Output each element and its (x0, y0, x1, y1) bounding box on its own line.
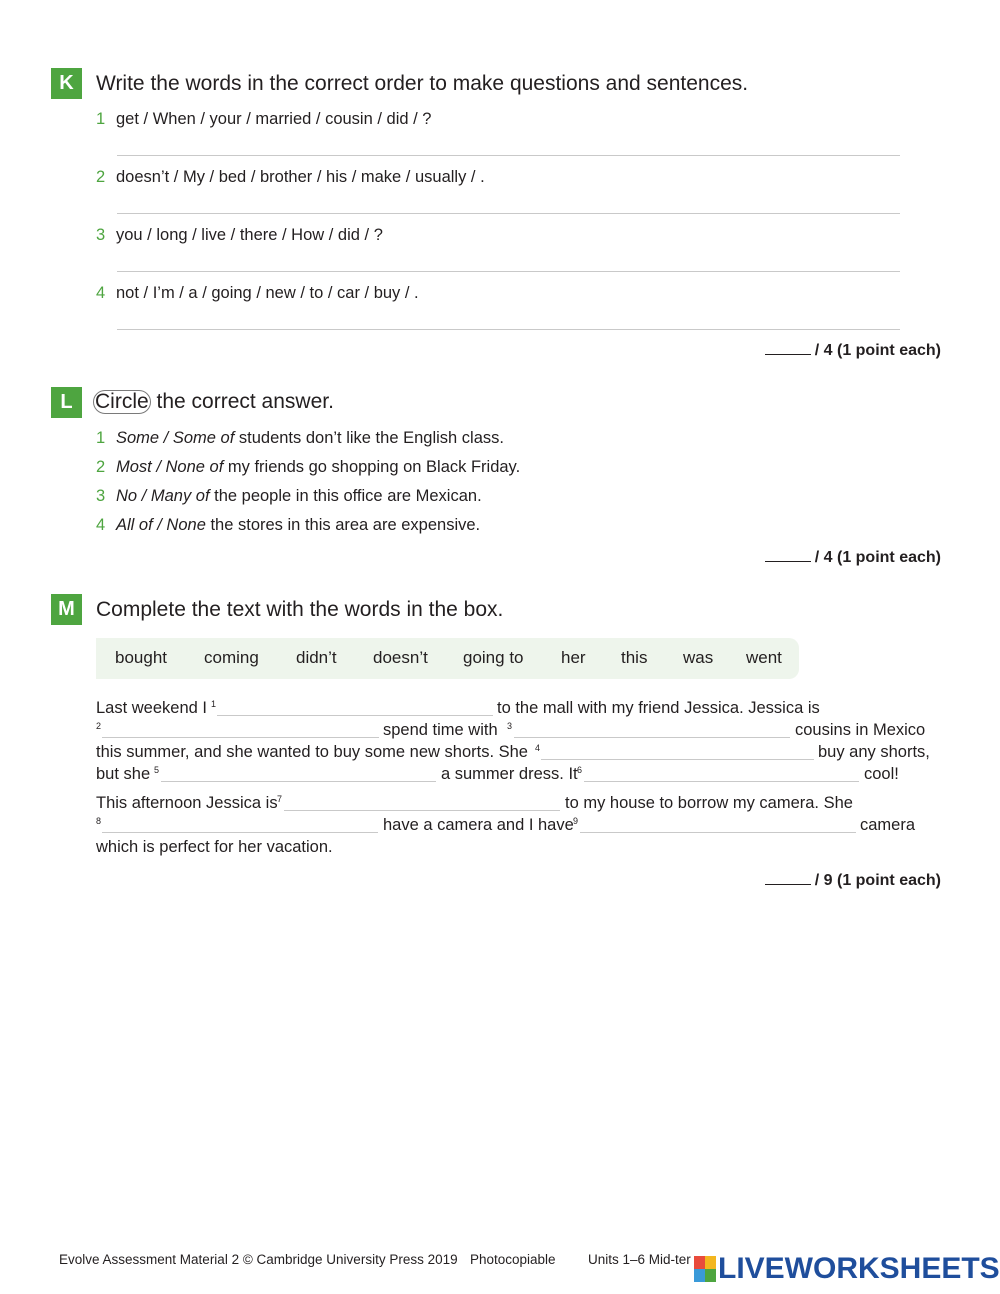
section-m-title: Complete the text with the words in the box. (96, 598, 504, 621)
k-item-number: 4 (96, 284, 106, 302)
text-segment: Last weekend I (96, 699, 207, 717)
word-box-item: went (746, 648, 782, 667)
section-l-badge: L (51, 387, 82, 418)
section-l-title-rest: the correct answer. (150, 390, 334, 413)
score-blank (765, 560, 811, 562)
k-item-text: not / I’m / a / going / new / to / car / buy / . (116, 284, 419, 302)
gap-number: 4 (535, 743, 541, 753)
gap-number: 9 (573, 816, 579, 826)
word-box (96, 638, 799, 679)
text-segment: to my house to borrow my camera. She (565, 794, 853, 812)
footer-units: Units 1–6 Mid-ter (588, 1252, 691, 1267)
section-m-badge: M (51, 594, 82, 625)
gap-8-input[interactable] (102, 832, 378, 833)
k-answer-line-2[interactable] (117, 213, 900, 214)
m-score (765, 872, 941, 890)
l-item-text: students don’t like the English class. (234, 429, 504, 447)
text-segment: which is perfect for her vacation. (96, 838, 333, 856)
k-score (765, 342, 941, 360)
logo-text: LIVEWORKSHEETS (718, 1252, 1000, 1285)
l-item-options[interactable]: Most / None of (116, 458, 224, 476)
section-l-title (96, 390, 334, 414)
k-item-text: doesn’t / My / bed / brother / his / make / usually / . (116, 168, 485, 186)
gap-9-input[interactable] (580, 832, 856, 833)
l-item-4 (96, 515, 480, 535)
score-blank (765, 883, 811, 885)
section-k-title: Write the words in the correct order to make questions and sentences. (96, 72, 749, 95)
text-segment: this summer, and she wanted to buy some new shorts. She (96, 743, 528, 761)
word-box-item: bought (115, 648, 167, 667)
word-box-item: her (561, 648, 586, 667)
gap-4-input[interactable] (541, 759, 814, 760)
l-item-number: 4 (96, 516, 106, 534)
k-item-3 (96, 225, 383, 245)
k-item-2 (96, 167, 485, 187)
l-score-label: / 4 (1 point each) (814, 549, 941, 566)
k-answer-line-3[interactable] (117, 271, 900, 272)
l-item-number: 1 (96, 429, 106, 447)
gap-number: 7 (277, 794, 283, 804)
gap-3-input[interactable] (514, 737, 790, 738)
gap-5-input[interactable] (161, 781, 436, 782)
k-item-number: 2 (96, 168, 106, 186)
k-item-text: you / long / live / there / How / did / ? (116, 226, 383, 244)
l-item-text: my friends go shopping on Black Friday. (223, 458, 521, 476)
word-box-item: didn’t (296, 648, 337, 667)
l-item-3 (96, 486, 482, 506)
word-box-item: this (621, 648, 648, 667)
gap-number: 3 (507, 721, 513, 731)
l-score (765, 549, 941, 567)
gap-2-input[interactable] (102, 737, 379, 738)
text-segment: cool! (864, 765, 899, 783)
gap-6-input[interactable] (584, 781, 859, 782)
gap-7-input[interactable] (284, 810, 560, 811)
m-score-label: / 9 (1 point each) (814, 872, 941, 889)
text-segment: This afternoon Jessica is (96, 794, 278, 812)
text-segment: to the mall with my friend Jessica. Jessica is (497, 699, 820, 717)
l-item-2 (96, 457, 520, 477)
text-segment: buy any shorts, (818, 743, 930, 761)
l-item-number: 2 (96, 458, 106, 476)
k-score-label: / 4 (1 point each) (814, 342, 941, 359)
gap-number: 2 (96, 721, 102, 731)
text-segment: have a camera and I have (383, 816, 574, 834)
circle-word: Circle (95, 390, 149, 413)
gap-number: 5 (154, 765, 160, 775)
text-segment: but she (96, 765, 151, 783)
text-segment: cousins in Mexico (795, 721, 926, 739)
liveworksheets-logo[interactable] (694, 1252, 1000, 1285)
l-item-number: 3 (96, 487, 106, 505)
l-item-options[interactable]: Some / Some of (116, 429, 235, 447)
gap-number: 6 (577, 765, 583, 775)
k-answer-line-4[interactable] (117, 329, 900, 330)
k-item-4 (96, 283, 419, 303)
word-box-item: going to (463, 648, 524, 667)
l-item-options[interactable]: No / Many of (116, 487, 210, 505)
word-box-item: was (683, 648, 714, 667)
logo-cubes-icon (694, 1256, 716, 1282)
text-segment: spend time with (383, 721, 498, 739)
footer-photocopiable: Photocopiable (470, 1252, 556, 1267)
section-k-badge: K (51, 68, 82, 99)
l-item-options[interactable]: All of / None (116, 516, 206, 534)
gap-number: 1 (211, 699, 217, 709)
l-item-text: the people in this office are Mexican. (209, 487, 482, 505)
text-segment: camera (860, 816, 916, 834)
score-blank (765, 353, 811, 355)
k-item-number: 3 (96, 226, 106, 244)
word-box-item: coming (204, 648, 259, 667)
l-item-1 (96, 428, 504, 448)
k-item-1 (96, 109, 431, 129)
footer-copyright: Evolve Assessment Material 2 © Cambridge University Press 2019 (59, 1252, 458, 1267)
k-item-number: 1 (96, 110, 106, 128)
gap-number: 8 (96, 816, 102, 826)
text-segment: a summer dress. It (441, 765, 578, 783)
gap-1-input[interactable] (217, 715, 493, 716)
k-answer-line-1[interactable] (117, 155, 900, 156)
word-box-item: doesn’t (373, 648, 428, 667)
k-item-text: get / When / your / married / cousin / did / ? (116, 110, 432, 128)
l-item-text: the stores in this area are expensive. (205, 516, 481, 534)
